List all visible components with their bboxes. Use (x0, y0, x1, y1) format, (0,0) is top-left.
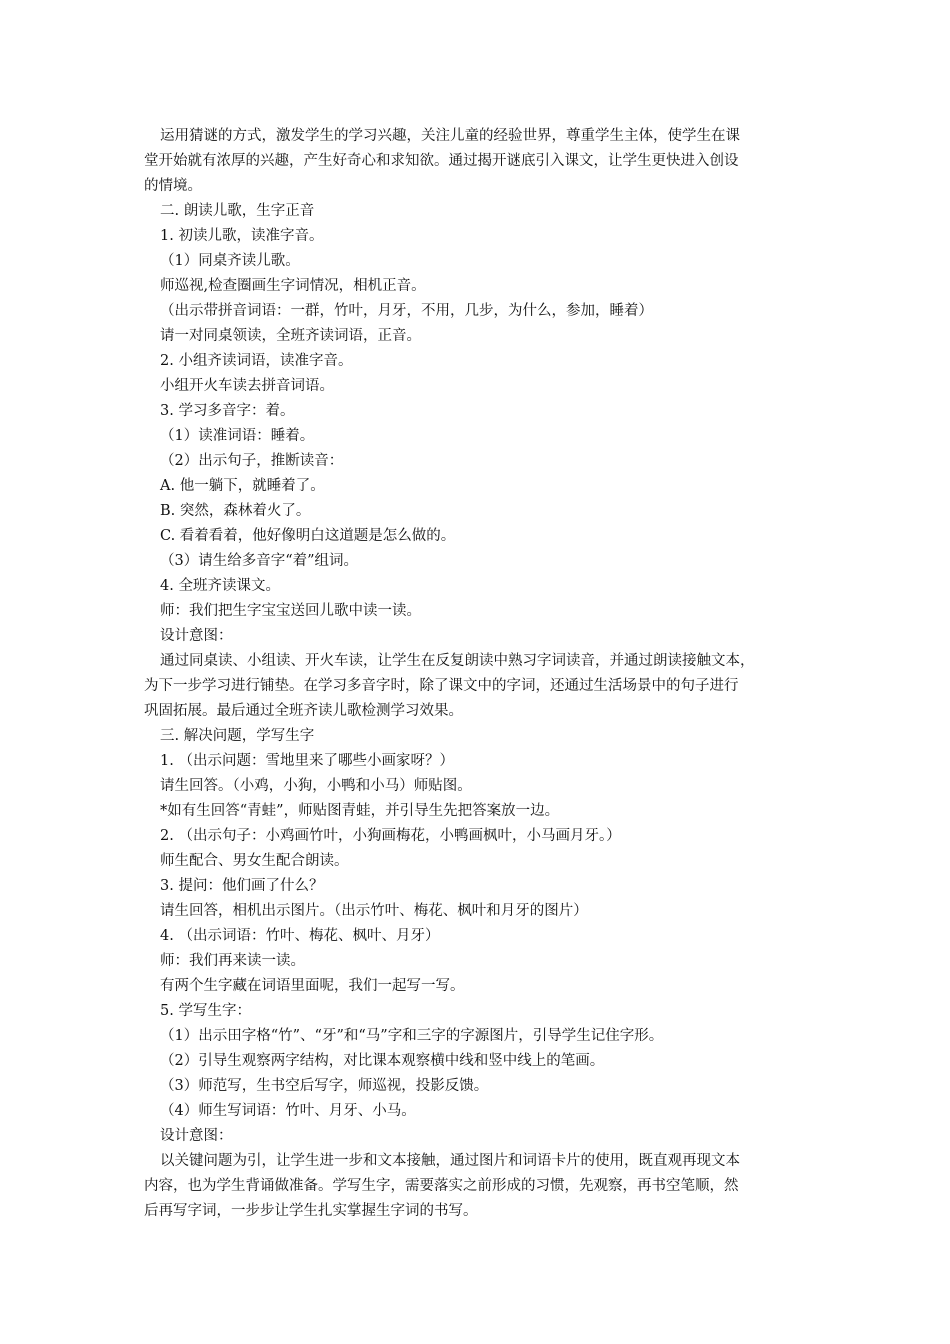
text-line: 通过同桌读、小组读、开火车读，让学生在反复朗读中熟习字词读音，并通过朗读接触文本， (160, 653, 755, 669)
text-line: 3. 提问：他们画了什么？ (160, 878, 324, 894)
text-line: 5. 学写生字： (160, 1003, 251, 1019)
text-line: 巩固拓展。最后通过全班齐读儿歌检测学习效果。 (144, 703, 463, 719)
text-line: 内容，也为学生背诵做准备。学写生字，需要落实之前形成的习惯，先观察，再书空笔顺，然 (144, 1178, 739, 1194)
design-intent-label: 设计意图： (160, 628, 233, 644)
text-line: 的情境。 (144, 178, 202, 194)
text-line: 小组开火车读去拼音词语。 (160, 378, 334, 394)
text-line: C. 看着看着，他好像明白这道题是怎么做的。 (160, 528, 456, 544)
text-line: 1. （出示问题：雪地里来了哪些小画家呀？） (160, 753, 454, 769)
text-line: （出示带拼音词语：一群，竹叶，月牙，不用，几步，为什么，参加，睡着） (160, 303, 653, 319)
text-line: （4）师生写词语：竹叶、月牙、小马。 (160, 1103, 416, 1119)
text-line: 师：我们把生字宝宝送回儿歌中读一读。 (160, 603, 421, 619)
text-line: 4. 全班齐读课文。 (160, 578, 280, 594)
design-intent-label: 设计意图： (160, 1128, 233, 1144)
text-line: 以关键问题为引，让学生进一步和文本接触，通过图片和词语卡片的使用，既直观再现文本 (160, 1153, 740, 1169)
text-line: 2. 小组齐读词语，读准字音。 (160, 353, 353, 369)
text-line: B. 突然，森林着火了。 (160, 503, 311, 519)
text-line: 1. 初读儿歌，读准字音。 (160, 228, 324, 244)
text-line: 后再写字词，一步步让学生扎实掌握生字词的书写。 (144, 1203, 478, 1219)
text-line: 3. 学习多音字：着。 (160, 403, 295, 419)
text-line: 2. （出示句子：小鸡画竹叶，小狗画梅花，小鸭画枫叶，小马画月牙。） (160, 828, 621, 844)
text-line: 堂开始就有浓厚的兴趣，产生好奇心和求知欲。通过揭开谜底引入课文，让学生更快进入创设 (144, 153, 739, 169)
text-line: A. 他一躺下，就睡着了。 (160, 478, 325, 494)
section-heading: 三. 解决问题，学写生字 (160, 728, 315, 744)
text-line: 请一对同桌领读，全班齐读词语，正音。 (160, 328, 421, 344)
text-line: （2）出示句子，推断读音： (160, 453, 344, 469)
text-line: （2）引导生观察两字结构，对比课本观察横中线和竖中线上的笔画。 (160, 1053, 605, 1069)
text-line: 师巡视,检查圈画生字词情况，相机正音。 (160, 278, 426, 294)
text-line: （1）出示田字格“竹”、“牙”和“马”字和三字的字源图片，引导学生记住字形。 (160, 1028, 664, 1044)
text-line: 师：我们再来读一读。 (160, 953, 305, 969)
text-line: （1）读准词语：睡着。 (160, 428, 315, 444)
text-line: 请生回答，相机出示图片。（出示竹叶、梅花、枫叶和月牙的图片） (160, 903, 588, 919)
text-line: *如有生回答“青蛙”，师贴图青蛙，并引导生先把答案放一边。 (160, 803, 560, 819)
text-line: （1）同桌齐读儿歌。 (160, 253, 300, 269)
text-line: 有两个生字藏在词语里面呢，我们一起写一写。 (160, 978, 465, 994)
text-line: （3）请生给多音字“着”组词。 (160, 553, 359, 569)
text-line: 运用猜谜的方式，激发学生的学习兴趣，关注儿童的经验世界，尊重学生主体，使学生在课 (160, 128, 740, 144)
text-line: 请生回答。（小鸡，小狗，小鸭和小马）师贴图。 (160, 778, 472, 794)
text-line: 为下一步学习进行铺垫。在学习多音字时，除了课文中的字词，还通过生活场景中的句子进行 (144, 678, 739, 694)
text-line: 师生配合、男女生配合朗读。 (160, 853, 349, 869)
text-line: 4. （出示词语：竹叶、梅花、枫叶、月牙） (160, 928, 440, 944)
section-heading: 二. 朗读儿歌，生字正音 (160, 203, 315, 219)
text-line: （3）师范写，生书空后写字，师巡视，投影反馈。 (160, 1078, 489, 1094)
